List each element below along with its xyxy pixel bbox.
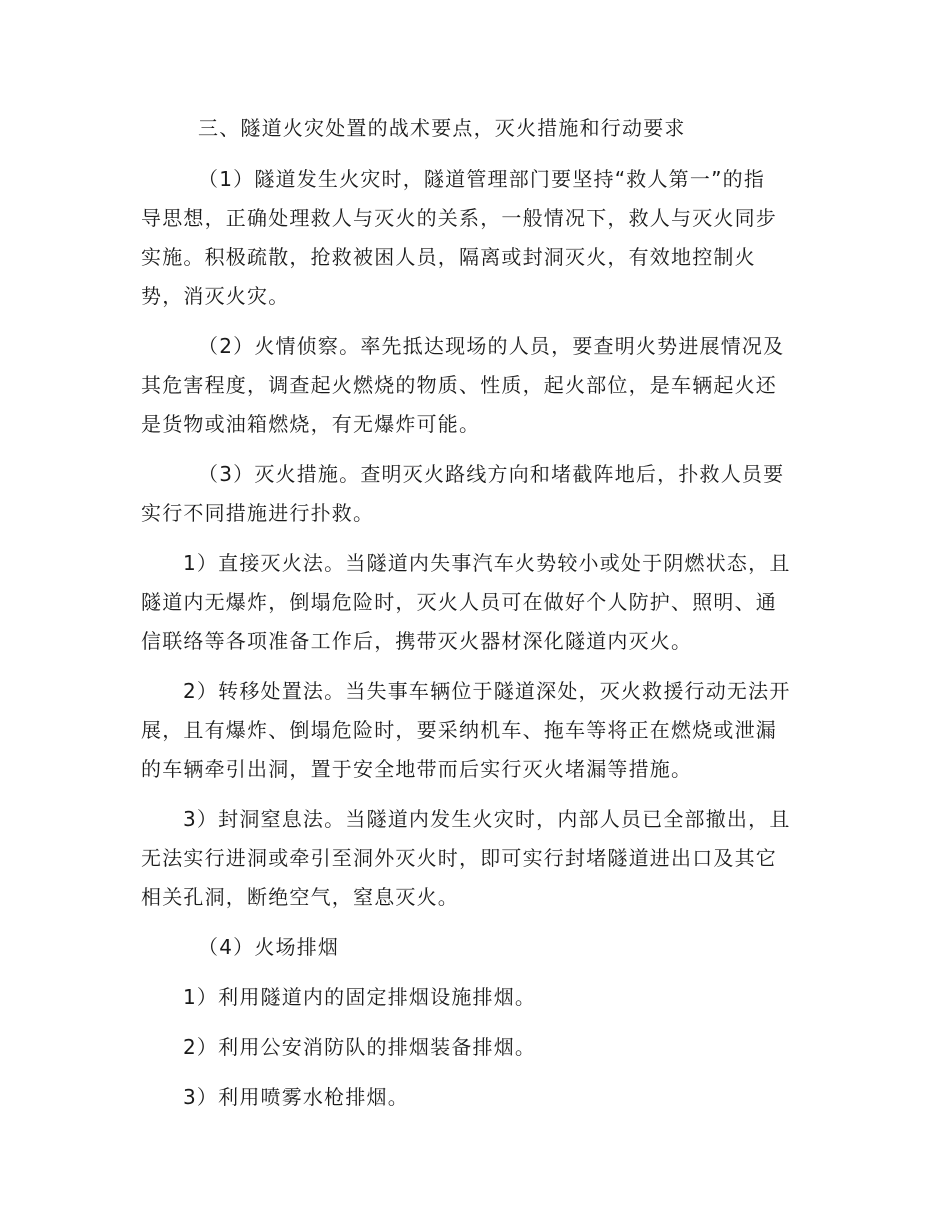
paragraph-line: 隧道内无爆炸，倒塌危险时，灭火人员可在做好个人防护、照明、通 [141, 590, 777, 614]
paragraph-line: 展，且有爆炸、倒塌危险时，要采纳机车、拖车等将正在燃烧或泄漏 [141, 718, 777, 742]
paragraph-line: 相关孔洞，断绝空气，窒息灭火。 [141, 885, 459, 909]
list-item: 3）利用喷雾水枪排烟。 [183, 1085, 409, 1109]
list-item: 1）利用隧道内的固定排烟设施排烟。 [183, 985, 537, 1009]
paragraph-line: 是货物或油箱燃烧，有无爆炸可能。 [141, 412, 481, 436]
paragraph-line: 无法实行进洞或牵引至洞外灭火时，即可实行封堵隧道进出口及其它 [141, 846, 777, 870]
paragraph-line: 实行不同措施进行扑救。 [141, 501, 375, 525]
paragraph-line: （3）灭火措施。查明灭火路线方向和堵截阵地后，扑救人员要 [198, 462, 785, 486]
paragraph-line: 势，消灭火灾。 [141, 284, 290, 308]
paragraph-line: 导思想，正确处理救人与灭火的关系，一般情况下，救人与灭火同步 [141, 206, 777, 230]
paragraph-line: 3）封洞窒息法。当隧道内发生火灾时，内部人员已全部撤出，且 [183, 807, 791, 831]
paragraph-line: 其危害程度，调查起火燃烧的物质、性质，起火部位，是车辆起火还 [141, 373, 777, 397]
section-heading: 三、隧道火灾处置的战术要点，灭火措施和行动要求 [198, 116, 686, 140]
paragraph-line: 的车辆牵引出洞，置于安全地带而后实行灭火堵漏等措施。 [141, 757, 693, 781]
subsection-heading: （4）火场排烟 [198, 935, 340, 959]
paragraph-line: （2）火情侦察。率先抵达现场的人员，要查明火势进展情况及 [198, 334, 785, 358]
list-item: 2）利用公安消防队的排烟装备排烟。 [183, 1035, 537, 1059]
paragraph-line: 1）直接灭火法。当隧道内失事汽车火势较小或处于阴燃状态，且 [183, 551, 791, 575]
paragraph-line: （1）隧道发生火灾时，隧道管理部门要坚持“救人第一”的指 [198, 167, 766, 191]
paragraph-line: 2）转移处置法。当失事车辆位于隧道深处，灭火救援行动无法开 [183, 679, 791, 703]
paragraph-line: 实施。积极疏散，抢救被困人员，隔离或封洞灭火，有效地控制火 [141, 245, 756, 269]
paragraph-line: 信联络等各项准备工作后，携带灭火器材深化隧道内灭火。 [141, 629, 693, 653]
